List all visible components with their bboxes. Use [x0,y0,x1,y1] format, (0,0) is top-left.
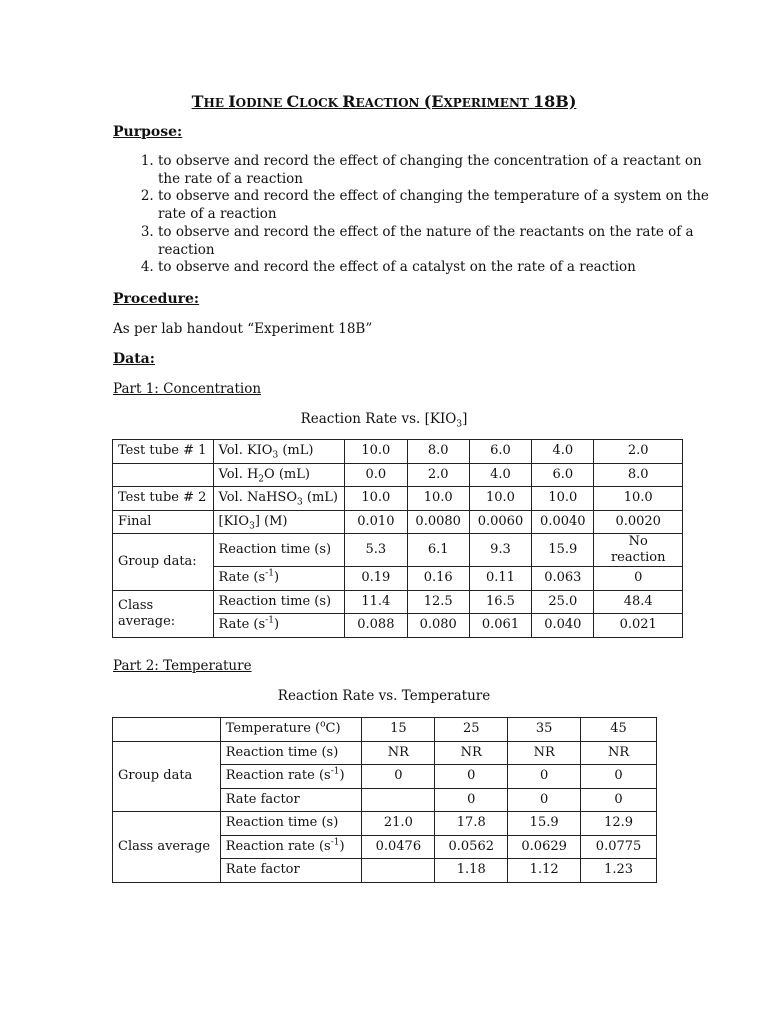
table-cell: NR [508,741,581,765]
table-row [113,487,683,511]
purpose-item: 3. to observe and record the effect of the nature of the reactants on the rate of a reaction [158,224,718,259]
table-cell: 15.9 [532,534,594,567]
table-cell: 0.16 [407,567,469,591]
part2-label: Part 2: Temperature [113,658,252,674]
table-cell: 0 [581,765,657,789]
table-cell [113,718,221,742]
table-cell: 0 [435,765,508,789]
table-cell: NR [435,741,508,765]
table-cell: 15 [362,718,435,742]
table-cell: 6.1 [407,534,469,567]
row-label: Vol. NaHSO$_3$ (mL) [213,487,345,511]
row-label: Final [113,510,214,534]
table-cell: 25.0 [532,590,594,614]
table-row [113,534,683,567]
table-cell: 6.0 [469,440,531,464]
purpose-item: 2. to observe and record the effect of changing the temperature of a system on the rate of a reaction [158,188,718,223]
procedure-heading: Procedure: [113,291,200,307]
purpose-item: 4. to observe and record the effect of a catalyst on the rate of a reaction [158,259,718,277]
table-cell: 48.4 [594,590,683,614]
table-cell: 0 [435,788,508,812]
table-cell: 0.0 [345,463,407,487]
purpose-item: 1. to observe and record the effect of changing the concentration of a reactant on the rate of a reaction [158,153,718,188]
table-cell: 0.061 [469,614,531,638]
table-cell: No reaction [594,534,683,567]
table-cell: 5.3 [345,534,407,567]
table-cell: 0.0562 [435,835,508,859]
table-cell: 12.9 [581,812,657,836]
table-cell: 9.3 [469,534,531,567]
row-group-label: Group data [113,741,221,812]
table-row [113,812,657,836]
row-label: Reaction rate $(s^{-1})$ [220,765,362,789]
row-label: Reaction time (s) [213,590,345,614]
table-cell: 0.0629 [508,835,581,859]
table-cell: 4.0 [532,440,594,464]
table-cell: 0.040 [532,614,594,638]
table-cell: 45 [581,718,657,742]
table-cell: 10.0 [345,440,407,464]
table-cell: 21.0 [362,812,435,836]
table-cell: 1.12 [508,859,581,883]
table-row [113,510,683,534]
row-label: Reaction time (s) [220,741,362,765]
row-label: Reaction time (s) [220,812,362,836]
table-cell: 0.0040 [532,510,594,534]
table-cell: NR [362,741,435,765]
row-label: $[KIO_3]$ (M) [213,510,345,534]
temperature-table [112,717,657,883]
table-cell: 0.0060 [469,510,531,534]
table-row [113,590,683,614]
table-cell: 0.19 [345,567,407,591]
table-cell: 0 [581,788,657,812]
row-label: Vol. $KIO_3$ (mL) [213,440,345,464]
table-cell: 2.0 [407,463,469,487]
row-label: Rate $(s^{-1})$ [213,614,345,638]
table-row [113,440,683,464]
row-label: Vol. $H_2O$ (mL) [213,463,345,487]
table-cell: 0 [508,765,581,789]
table-cell: 10.0 [532,487,594,511]
row-label: Temperature ($^o$C) [220,718,362,742]
table-cell: 0.11 [469,567,531,591]
purpose-list [113,153,718,277]
data-heading: Data: [113,351,155,367]
table-cell: 8.0 [594,463,683,487]
table-cell: 0 [362,765,435,789]
table-row [113,741,657,765]
table-cell: 0.0020 [594,510,683,534]
document-title: THE IODINE CLOCK REACTION (EXPERIMENT 18B) [191,92,577,111]
table-cell: 10.0 [345,487,407,511]
table-cell [113,463,214,487]
table-cell: 15.9 [508,812,581,836]
table-cell: 0.088 [345,614,407,638]
table-cell: 0.010 [345,510,407,534]
table-cell: 0 [508,788,581,812]
purpose-heading: Purpose: [113,124,183,140]
table-cell: 4.0 [469,463,531,487]
table-cell: 0.0775 [581,835,657,859]
part2-caption: Reaction Rate vs. Temperature [277,688,491,704]
table-cell [362,788,435,812]
part1-caption: Reaction Rate vs. $[KIO_3]$ [300,411,468,430]
table-cell: 17.8 [435,812,508,836]
table-row [113,718,657,742]
table-cell: 0.063 [532,567,594,591]
table-cell: 0 [594,567,683,591]
table-cell: 1.18 [435,859,508,883]
row-label: Reaction time (s) [213,534,345,567]
procedure-text: As per lab handout “Experiment 18B” [113,321,373,337]
table-cell: 35 [508,718,581,742]
row-label: Rate factor [220,788,362,812]
row-label: Test tube # 2 [113,487,214,511]
row-label: Reaction rate $(s^{-1})$ [220,835,362,859]
table-cell: 10.0 [407,487,469,511]
table-cell: 6.0 [532,463,594,487]
table-cell: 12.5 [407,590,469,614]
part1-label: Part 1: Concentration [113,381,262,397]
concentration-table [112,439,683,638]
table-cell: 2.0 [594,440,683,464]
table-cell [362,859,435,883]
table-cell: 25 [435,718,508,742]
table-cell: 8.0 [407,440,469,464]
table-cell: NR [581,741,657,765]
table-cell: 0.0080 [407,510,469,534]
table-cell: 0.021 [594,614,683,638]
table-cell: 10.0 [594,487,683,511]
table-cell: 0.0476 [362,835,435,859]
row-group-label: Group data: [113,534,214,591]
table-cell: 11.4 [345,590,407,614]
table-cell: 10.0 [469,487,531,511]
table-row [113,463,683,487]
table-cell: 1.23 [581,859,657,883]
row-group-label: Class average: [113,590,214,637]
row-label: Rate $(s^{-1})$ [213,567,345,591]
row-label: Test tube # 1 [113,440,214,464]
table-cell: 16.5 [469,590,531,614]
row-group-label: Class average [113,812,221,883]
table-cell: 0.080 [407,614,469,638]
row-label: Rate factor [220,859,362,883]
